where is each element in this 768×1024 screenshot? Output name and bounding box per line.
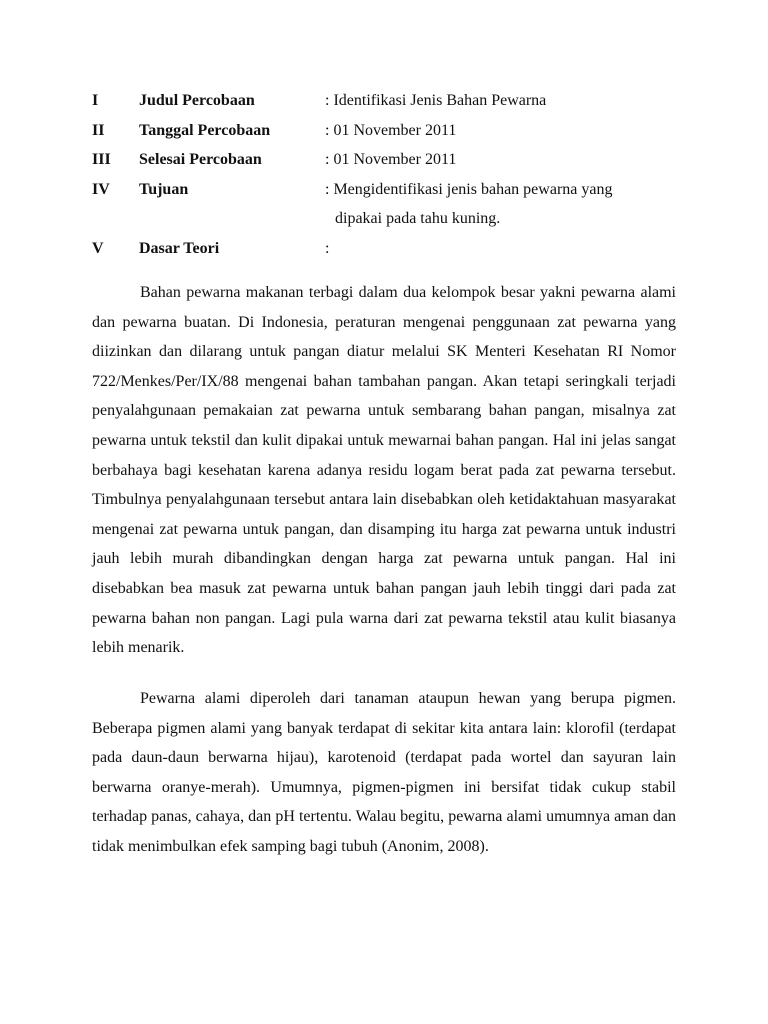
paragraph: Bahan pewarna makanan terbagi dalam dua kelompok besar yakni pewarna alami dan pewarna buatan. Di Indonesia, peraturan mengenai penggunaan zat pewarna yang diizinkan dan dilarang untuk pangan diatur melalui SK Menteri Kesehatan RI Nomor 722/Menkes/Per/IX/88 mengenai bahan tambahan pangan. Akan tetapi seringkali terjadi penyalahgunaan pemakaian zat pewarna untuk sembarang bahan pangan, misalnya zat pewarna untuk tekstil dan kulit dipakai untuk mewarnai bahan pangan. Hal ini jelas sangat berbahaya bagi kesehatan karena adanya residu logam berat pada zat pewarna tersebut. Timbulnya penyalahgunaan tersebut antara lain disebabkan oleh ketidaktahuan masyarakat mengenai zat pewarna untuk pangan, dan disamping itu harga zat pewarna untuk industri jauh lebih murah dibandingkan dengan harga zat pewarna untuk pangan. Hal ini disebabkan bea masuk zat pewarna untuk bahan pangan jauh lebih tinggi dari pada zat pewarna bahan non pangan. Lagi pula warna dari zat pewarna tekstil atau kulit biasanya lebih menarik.	[92, 284, 676, 657]
row-value: : Identifikasi Jenis Bahan Pewarna	[325, 92, 547, 109]
row-label: Judul Percobaan	[139, 92, 255, 109]
row-value: :	[325, 239, 330, 257]
row-value-block	[325, 175, 682, 234]
row-label: Selesai Percobaan	[139, 151, 262, 169]
header-row-theory	[92, 234, 682, 264]
row-numeral: I	[92, 92, 99, 109]
row-label: Tujuan	[139, 180, 189, 198]
row-numeral: IV	[92, 180, 110, 198]
experiment-header	[92, 86, 682, 264]
header-row-title	[92, 86, 682, 116]
row-numeral: V	[92, 239, 104, 257]
header-row-date	[92, 116, 682, 146]
theory-body	[92, 278, 676, 861]
row-numeral: II	[92, 121, 105, 139]
row-numeral: III	[92, 151, 111, 169]
row-value: : 01 November 2011	[325, 151, 457, 169]
paragraph: Pewarna alami diperoleh dari tanaman ataupun hewan yang berupa pigmen. Beberapa pigmen alami yang banyak terdapat di sekitar kita antara lain: klorofil (terdapat pada daun-daun berwarna hijau), karotenoid (terdapat pada wortel dan sayuran lain berwarna oranye-merah). Umumnya, pigmen-pigmen ini bersifat tidak cukup stabil terhadap panas, cahaya, dan pH tertentu. Walau begitu, pewarna alami umumnya aman dan tidak menimbulkan efek samping bagi tubuh (Anonim, 2008).	[92, 689, 676, 855]
header-row-finished	[92, 145, 682, 175]
row-value-continuation: dipakai pada tahu kuning.	[335, 210, 501, 228]
row-label: Tanggal Percobaan	[139, 121, 271, 139]
row-value: : Mengidentifikasi jenis bahan pewarna yang	[325, 180, 613, 198]
row-label: Dasar Teori	[139, 239, 220, 257]
header-row-objective	[92, 175, 682, 234]
row-value: : 01 November 2011	[325, 121, 457, 139]
